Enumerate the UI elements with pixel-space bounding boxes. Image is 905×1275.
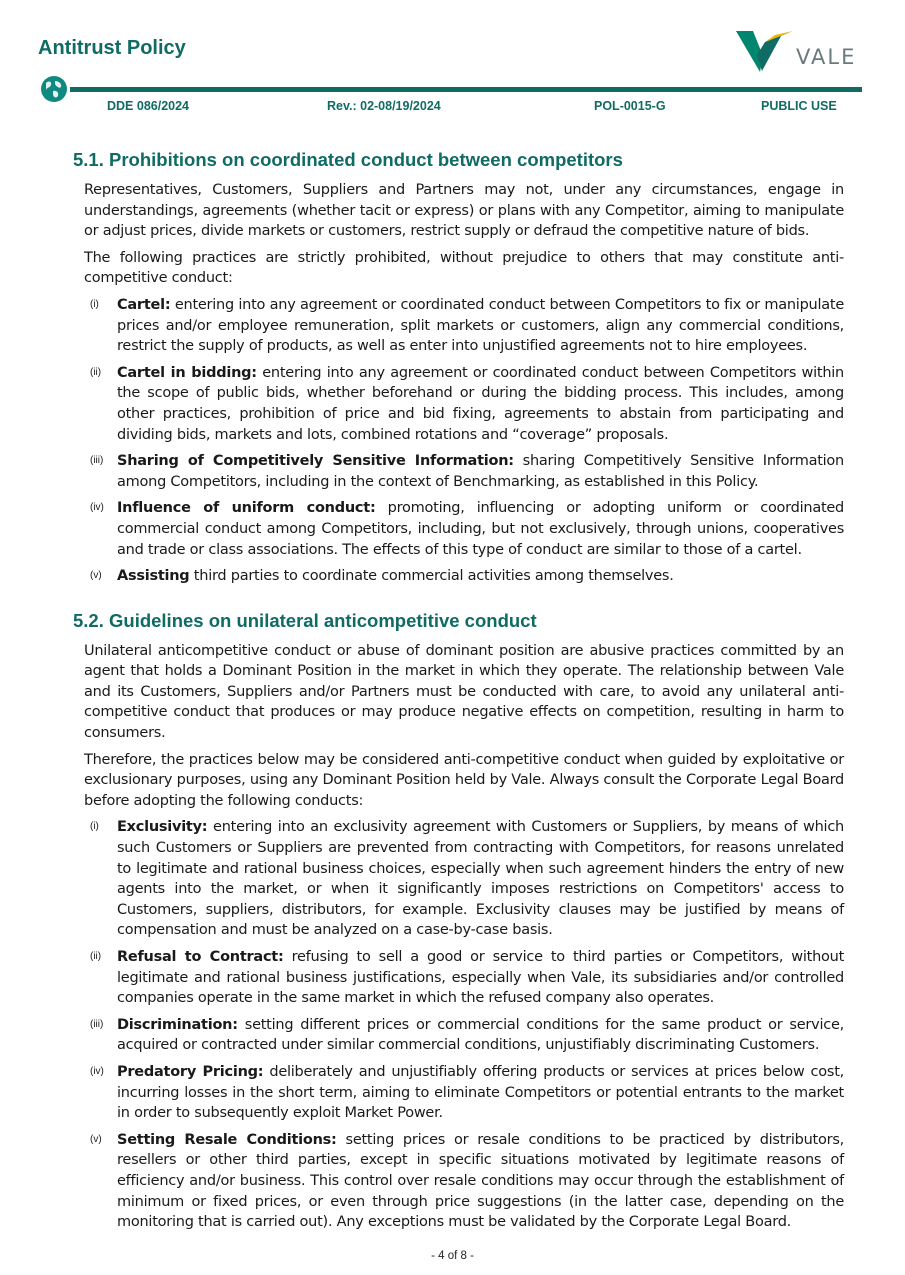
- list-item: [90, 451, 844, 492]
- list-item: [90, 498, 845, 560]
- item-term: Discrimination:: [117, 1016, 238, 1033]
- item-numeral: (i): [90, 298, 99, 310]
- item-text: setting different prices or commercial conditions for the same product or service, acquired or contracted under similar commercial conditions, unjustifiably discriminating Customers.: [117, 1016, 844, 1054]
- item-term: Influence of uniform conduct:: [117, 500, 376, 517]
- prohibited-practices-list: [73, 295, 844, 587]
- header-rule: [70, 87, 862, 92]
- list-item: [90, 295, 844, 357]
- policy-code: POL-0015-G: [594, 99, 666, 113]
- item-term: Assisting: [117, 568, 190, 585]
- item-text: entering into any agreement or coordinated conduct between Competitors within the scope of public bids, whether beforehand or during the bidding process. This includes, among other practices, prohibition of price and bid fixing, agreements to abstain from participating and dividing bids, markets and lots, combined rotations and “coverage” proposals.: [117, 364, 845, 443]
- globe-icon: [40, 75, 68, 103]
- revision: Rev.: 02-08/19/2024: [327, 99, 441, 113]
- list-item: [90, 363, 845, 445]
- list-item: [90, 817, 844, 941]
- document-body: [73, 148, 844, 1239]
- paragraph: Therefore, the practices below may be considered anti-competitive conduct when guided by exploitative or exclusionary purposes, using any Dominant Position held by Vale. Always consult the Corporate Legal Board before adopting the following conducts:: [84, 751, 844, 809]
- paragraph: Representatives, Customers, Suppliers and Partners may not, under any circumstances, engage in understandings, agreements (whether tacit or express) or plans with any Competitor, aiming to manipulate or adjust prices, divide markets or customers, restrict supply or defraud the competitive nature of bids.: [84, 182, 844, 240]
- classification: PUBLIC USE: [761, 99, 837, 113]
- item-numeral: (i): [90, 821, 99, 833]
- paragraph: The following practices are strictly prohibited, without prejudice to others that may constitute anti-competitive conduct:: [84, 249, 844, 287]
- page-title: Antitrust Policy: [38, 37, 186, 59]
- list-item: [90, 1130, 844, 1233]
- item-term: Setting Resale Conditions:: [117, 1131, 337, 1148]
- item-text: sharing Competitively Sensitive Information among Competitors, including in the context of Benchmarking, as established in this Policy.: [117, 453, 844, 490]
- paragraph: Unilateral anticompetitive conduct or abuse of dominant position are abusive practices committed by an agent that holds a Dominant Position in the market in which they operate. The relationship between Vale and its Customers, Suppliers and/or Partners must be conducted with care, to avoid any unilateral anti-competitive conduct that produces or may produce negative effects on competition, resulting in harm to consumers.: [84, 642, 844, 742]
- list-item: [90, 947, 845, 1009]
- vale-logo: [735, 28, 857, 74]
- item-numeral: (v): [90, 570, 102, 582]
- doc-number: DDE 086/2024: [107, 99, 190, 113]
- item-term: Refusal to Contract:: [117, 949, 284, 965]
- logo-text: VALE: [796, 45, 857, 69]
- item-numeral: (ii): [90, 951, 102, 962]
- item-term: Sharing of Competitively Sensitive Information:: [117, 453, 514, 470]
- item-text: refusing to sell a good or service to third parties or Competitors, without legitimate and rational business justifications, especially when Vale, its subsidiaries and/or controlled companies operate in the same market in which the refused company also operates.: [117, 949, 845, 1007]
- item-numeral: (iii): [90, 455, 104, 467]
- vale-logo-mark-icon: [735, 28, 795, 74]
- list-item: [90, 566, 844, 587]
- list-item: [90, 1015, 844, 1056]
- section-heading: 5.1. Prohibitions on coordinated conduct between competitors: [73, 149, 623, 170]
- unilateral-conduct-list: [73, 817, 844, 1232]
- item-text: promoting, influencing or adopting uniform or coordinated commercial conduct among Competitors, including, but not exclusively, through unions, cooperatives and trade or class associations. The effects of this type of conduct are similar to those of a cartel.: [117, 500, 845, 558]
- item-term: Cartel in bidding:: [117, 364, 257, 381]
- item-text: third parties to coordinate commercial activities among themselves.: [189, 568, 674, 585]
- item-numeral: (iii): [90, 1018, 104, 1030]
- page-number: - 4 of 8 -: [431, 1250, 474, 1262]
- item-term: Cartel:: [117, 296, 171, 313]
- list-item: [90, 1062, 845, 1124]
- item-term: Predatory Pricing:: [117, 1063, 264, 1080]
- section-heading: 5.2. Guidelines on unilateral anticompetitive conduct: [73, 609, 537, 631]
- item-term: Exclusivity:: [117, 819, 208, 836]
- item-numeral: (iv): [90, 502, 104, 514]
- item-text: deliberately and unjustifiably offering products or services at prices below cost, incurring losses in the short term, aiming to eliminate Competitors or potential entrants to the market in order to subsequently exploit Market Power.: [117, 1063, 845, 1122]
- item-text: entering into an exclusivity agreement with Customers or Suppliers, by means of which such Customers or Suppliers are prevented from contracting with Competitors, for reasons unrelated to legitimate and rational business choices, especially when such agreement hinders the entry of new agents into the market, or when it significantly imposes restrictions on Competitors' access to Customers, suppliers, distributors, for example. Exclusivity clauses may be justified by means of compensation and must be analyzed on a case-by-case basis.: [117, 819, 844, 939]
- item-numeral: (iv): [90, 1065, 104, 1077]
- item-text: setting prices or resale conditions to be practiced by distributors, resellers or other third parties, except in specific situations motivated by legitimate reasons of efficiency and/or business. This control over resale conditions may occur through the establishment of minimum or fixed prices, or even through price suggestions (in the latter case, depending on the monitoring that is carried out). Any exceptions must be validated by the Corporate Legal Board.: [117, 1131, 844, 1231]
- item-numeral: (v): [90, 1133, 102, 1145]
- item-numeral: (ii): [90, 366, 102, 378]
- item-text: entering into any agreement or coordinated conduct between Competitors to fix or manipulate prices and/or employee remuneration, split markets or customers, align any commercial conditions, restrict the supply of products, as well as enter into unjustified agreements not to hire employees.: [117, 296, 844, 355]
